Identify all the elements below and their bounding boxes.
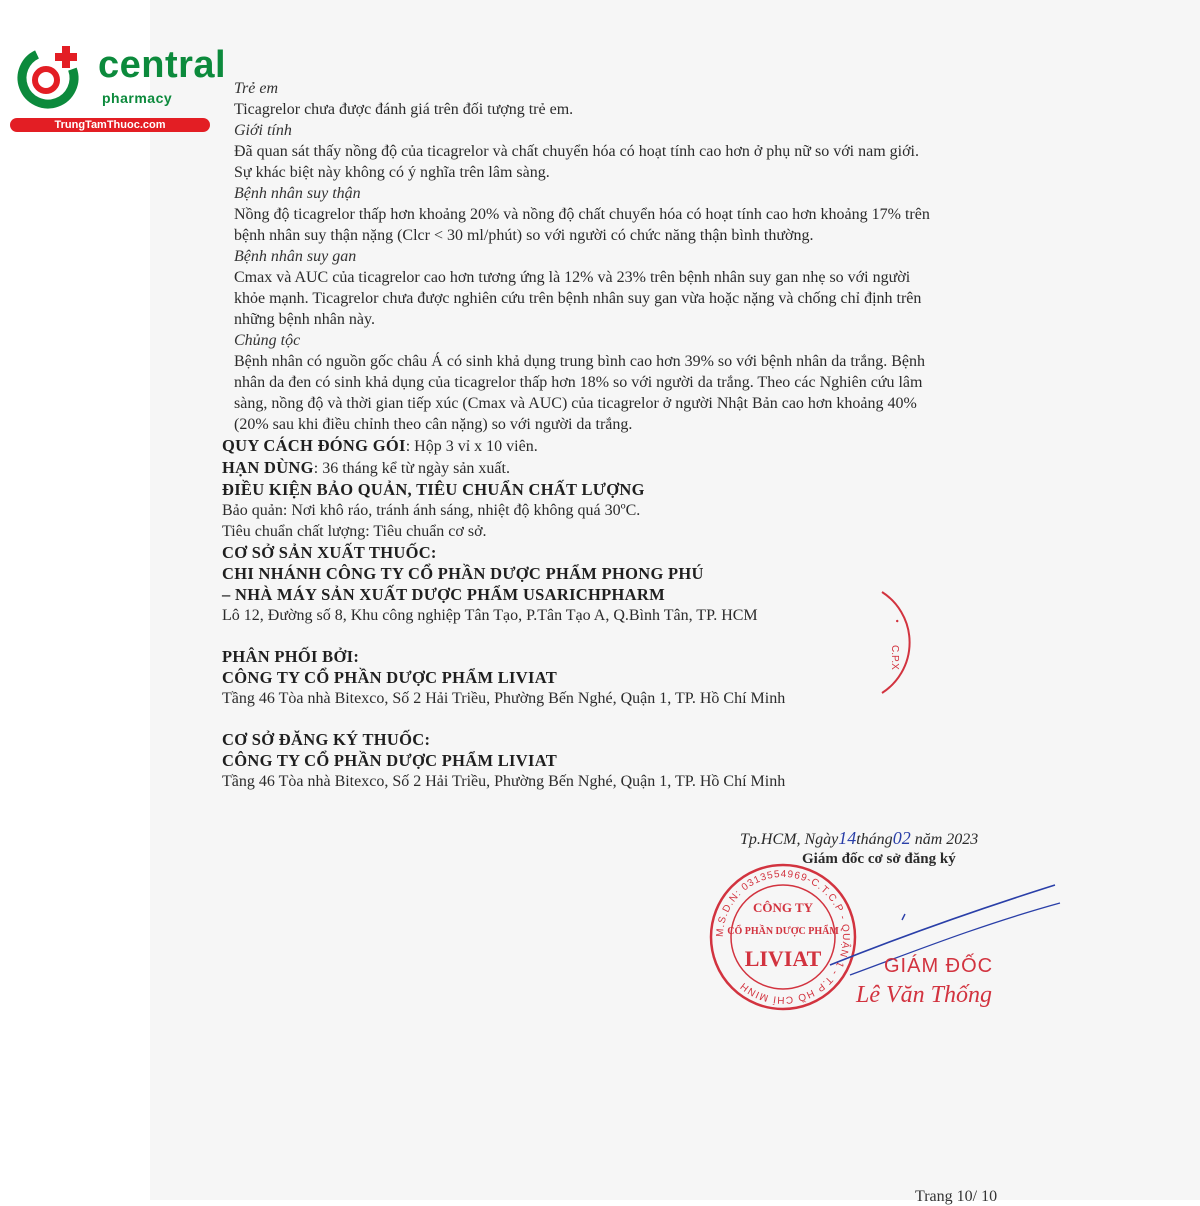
storage-heading: ĐIỀU KIỆN BẢO QUẢN, TIÊU CHUẨN CHẤT LƯỢNG <box>222 480 645 499</box>
packaging-line <box>222 435 1042 457</box>
director-name: Lê Văn Thống <box>856 982 993 1008</box>
logo-name: central <box>98 44 227 86</box>
subsection-heading: Chủng tộc <box>234 332 301 349</box>
date-day: 14 <box>838 828 857 848</box>
manufacturer-name-2: – NHÀ MÁY SẢN XUẤT DƯỢC PHẨM USARICHPHARM <box>222 585 665 604</box>
director-title: GIÁM ĐỐC <box>884 955 994 977</box>
page-number: Trang 10/ 10 <box>915 1188 998 1205</box>
manufacturer-address: Lô 12, Đường số 8, Khu công nghiệp Tân Tạo, P.Tân Tạo A, Q.Bình Tân, TP. HCM <box>222 607 758 624</box>
body-text-line: Ticagrelor chưa được đánh giá trên đối tượng trẻ em. <box>234 101 574 118</box>
storage-text: Bảo quản: Nơi khô ráo, tránh ánh sáng, nhiệt độ không quá 30ºC. <box>222 502 641 519</box>
sign-date <box>740 828 1060 849</box>
subsection-heading: Bệnh nhân suy gan <box>234 248 357 265</box>
expiry-value: : 36 tháng kể từ ngày sản xuất. <box>313 460 510 477</box>
seal-line-3: LIVIAT <box>744 946 822 971</box>
svg-text:•: • <box>892 618 903 624</box>
date-month: 02 <box>892 828 911 848</box>
registrant-name: CÔNG TY CỔ PHẦN DƯỢC PHẨM LIVIAT <box>222 751 558 770</box>
central-pharmacy-logo <box>10 38 227 138</box>
body-text-line: (20% sau khi điều chỉnh theo cân nặng) so với người da trắng. <box>234 416 633 433</box>
distributor-heading: PHÂN PHỐI BỞI: <box>222 647 360 666</box>
body-text-line: Bệnh nhân có nguồn gốc châu Á có sinh khả dụng trung bình cao hơn 39% so với bệnh nhân da trắng. Bệnh <box>234 353 926 370</box>
expiry-label: HẠN DÙNG <box>222 458 314 477</box>
body-text-line: những bệnh nhân này. <box>234 311 375 328</box>
body-text-line: khỏe mạnh. Ticagrelor chưa được nghiên cứu trên bệnh nhân suy gan vừa hoặc nặng và chống chỉ định trên <box>234 290 922 307</box>
side-stamp-text: C.P.X <box>889 645 900 670</box>
registrant-heading: CƠ SỞ ĐĂNG KÝ THUỐC: <box>222 730 431 749</box>
packaging-value: : Hộp 3 vỉ x 10 viên. <box>405 438 538 455</box>
subsection-heading: Trẻ em <box>234 80 278 97</box>
manufacturer-name-1: CHI NHÁNH CÔNG TY CỔ PHẦN DƯỢC PHẨM PHONG PHÚ <box>222 564 704 583</box>
date-year: năm 2023 <box>914 831 979 848</box>
subsection-heading: Bệnh nhân suy thận <box>234 185 361 202</box>
expiry-line <box>222 457 1042 479</box>
body-text-line: sàng, nồng độ và thời gian tiếp xúc (Cmax và AUC) của ticagrelor ở người Nhật Bản cao hơn khoảng 40% <box>234 395 917 412</box>
body-text-line: Đã quan sát thấy nồng độ của ticagrelor và chất chuyển hóa có hoạt tính cao hơn ở phụ nữ so với nam giới. <box>234 143 919 160</box>
distributor-name: CÔNG TY CỔ PHẦN DƯỢC PHẨM LIVIAT <box>222 668 558 687</box>
body-text-line: Nồng độ ticagrelor thấp hơn khoảng 20% và nồng độ chất chuyển hóa có hoạt tính cao hơn khoảng 17% trên <box>234 206 930 223</box>
signer-role: Giám đốc cơ sở đăng ký <box>802 851 956 867</box>
logo-subtitle: pharmacy <box>102 90 173 106</box>
manufacturer-heading: CƠ SỞ SẢN XUẤT THUỐC: <box>222 543 437 562</box>
director-signature-block <box>856 955 994 1009</box>
body-text-line: Cmax và AUC của ticagrelor cao hơn tương ứng là 12% và 23% trên bệnh nhân suy gan nhẹ so với người <box>234 269 911 286</box>
packaging-label: QUY CÁCH ĐÓNG GÓI <box>222 436 406 455</box>
seal-line-1: CÔNG TY <box>752 900 814 915</box>
quality-text: Tiêu chuẩn chất lượng: Tiêu chuẩn cơ sở. <box>222 523 487 540</box>
pharmacokinetics-section <box>222 78 1042 435</box>
distributor-address: Tầng 46 Tòa nhà Bitexco, Số 2 Hải Triều, Phường Bến Nghé, Quận 1, TP. Hồ Chí Minh <box>222 690 786 707</box>
pharmacy-cross-icon <box>10 38 90 118</box>
seal-ring-text: M.S.D.N: 0313554969-C.T.C.P - QUẬN 1 - T.P HỒ CHÍ MINH <box>714 868 852 1006</box>
seal-line-2: CỔ PHẦN DƯỢC PHẨM <box>727 926 839 937</box>
partial-stamp-icon <box>872 590 912 695</box>
document-body <box>222 78 1042 792</box>
body-text-line: Sự khác biệt này không có ý nghĩa trên lâm sàng. <box>234 164 550 181</box>
registrant-address: Tầng 46 Tòa nhà Bitexco, Số 2 Hải Triều, Phường Bến Nghé, Quận 1, TP. Hồ Chí Minh <box>222 773 786 790</box>
body-text-line: bệnh nhân suy thận nặng (Clcr < 30 ml/phút) so với người có chức năng thận bình thường. <box>234 227 814 244</box>
body-text-line: nhân da đen có sinh khả dụng của ticagrelor thấp hơn 18% so với người da trắng. Theo các Nghiên cứu lâm <box>234 374 923 391</box>
date-prefix: Tp.HCM, Ngày <box>740 831 839 848</box>
date-month-word: tháng <box>856 831 893 848</box>
logo-url: TrungTamThuoc.com <box>10 118 210 132</box>
subsection-heading: Giới tính <box>234 122 292 139</box>
